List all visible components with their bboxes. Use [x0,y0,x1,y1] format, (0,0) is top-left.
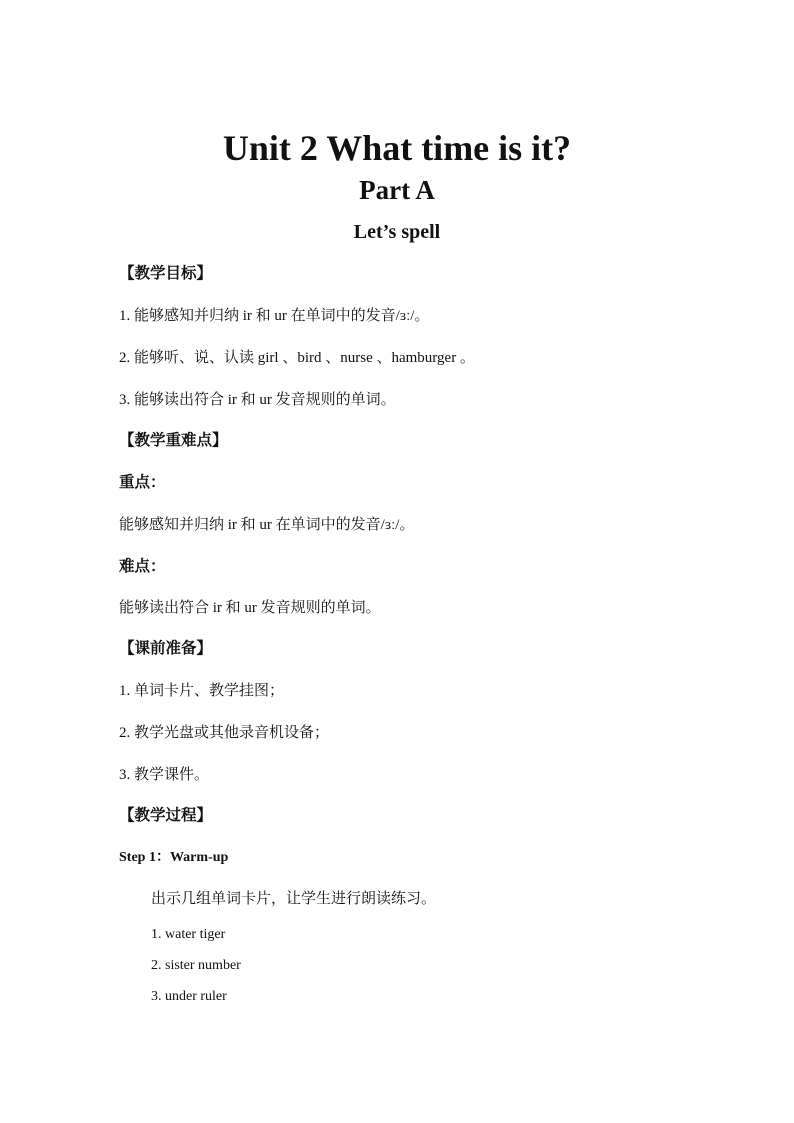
document-title: Unit 2 What time is it? [222,128,572,168]
step1-word-pair: 2. sister number [151,958,241,973]
heading-objectives: 【教学目标】 [119,265,213,282]
key-text: 能够感知并归纳 ir 和 ur 在单词中的发音/ɜː/。 [119,517,415,533]
step1-word-pair: 1. water tiger [151,927,226,942]
heading-key: 重点： [119,474,166,491]
heading-preparation: 【课前准备】 [119,640,213,657]
objective-item: 3. 能够读出符合 ir 和 ur 发音规则的单词。 [119,392,396,408]
difficulty-text: 能够读出符合 ir 和 ur 发音规则的单词。 [119,600,381,616]
preparation-item: 2. 教学光盘或其他录音机设备； [119,725,330,741]
document-subtitle: Part A [359,175,435,205]
heading-key-points: 【教学重难点】 [119,432,228,449]
section-title: Let’s spell [353,221,441,243]
heading-step1: Step 1：Warm-up [119,850,229,865]
objective-item: 2. 能够听、说、认读 girl 、bird 、nurse 、hamburger 。 [119,350,475,366]
preparation-item: 1. 单词卡片、教学挂图； [119,683,285,699]
objective-item: 1. 能够感知并归纳 ir 和 ur 在单词中的发音/ɜː/。 [119,308,430,324]
heading-difficulty: 难点： [119,558,166,575]
step1-intro: 出示几组单词卡片，让学生进行朗读练习。 [151,891,437,907]
heading-process: 【教学过程】 [119,807,213,824]
step1-word-pair: 3. under ruler [151,989,227,1004]
preparation-item: 3. 教学课件。 [119,767,210,783]
